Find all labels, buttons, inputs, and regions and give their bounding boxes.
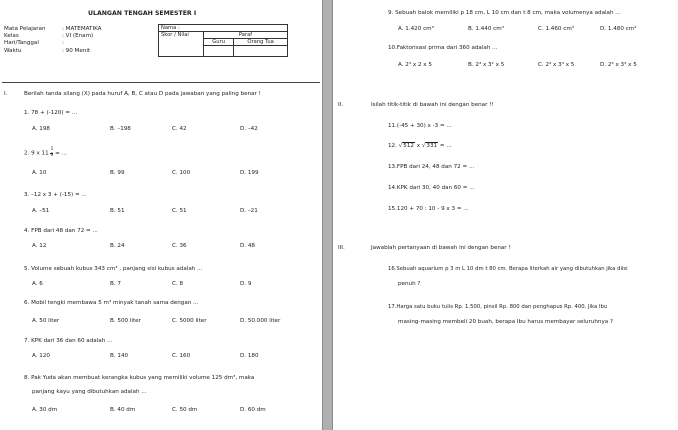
option-10c: C. 2³ x 3³ x 5 (538, 62, 575, 68)
option-4c: C. 36 (172, 243, 187, 249)
guru-sign-cell (204, 46, 234, 57)
option-5d: D. 9 (240, 281, 252, 287)
paraf-header: Paraf (204, 32, 288, 39)
question-16-cont: penuh ? (398, 281, 421, 287)
section-3-instruction: Jawablah pertanyaan di bawah ini dengan benar ! (371, 245, 511, 251)
question-15: 15.120 + 70 : 10 - 9 x 3 = ... (388, 206, 469, 212)
question-12-pre: 12. (388, 143, 397, 149)
info-value-subject: : MATEMATIKA (62, 26, 102, 32)
question-11: 11.(-45 + 30) x -3 = ... (388, 123, 452, 129)
option-7b: B. 140 (110, 353, 129, 359)
option-2b: B. 99 (110, 170, 125, 176)
option-10a: A. 2³ x 2 x 5 (398, 62, 432, 68)
option-4d: D. 48 (240, 243, 255, 249)
question-6: 6. Mobil tengki membawa 5 m³ minyak tanah sama dengan ... (24, 300, 199, 306)
section-2-instruction: Isilah titik-titik di bawah ini dengan benar !! (371, 102, 494, 108)
option-8d: D. 60 dm (240, 407, 266, 413)
section-instruction: Berilah tanda silang (X) pada huruf A, B, C atau D pada jawaban yang paling benar ! (24, 91, 261, 97)
left-page (0, 0, 322, 430)
section-3-number: III. (338, 245, 345, 251)
question-8: 8. Pak Yuda akan membuat kerangka kubus yang memiliki volume 125 dm³, maka (24, 375, 255, 381)
question-7: 7. KPK dari 36 dan 60 adalah ... (24, 338, 113, 344)
question-9: 9. Sebuah balok memiliki p 18 cm, L 10 cm dan t 8 cm, maka volumenya adalah ... (388, 10, 621, 16)
option-3d: D. –21 (240, 208, 258, 214)
page-gutter (322, 0, 333, 430)
question-2-pre: 2. 9 x 11 (24, 150, 49, 157)
info-value-date: : (62, 40, 64, 46)
question-8-cont: panjang kayu yang dibutuhkan adalah ... (32, 389, 147, 395)
option-4a: A. 12 (32, 243, 47, 249)
option-3b: B. 51 (110, 208, 125, 214)
info-label-class: Kelas (4, 33, 19, 39)
option-6c: C. 5000 liter (172, 318, 207, 324)
guru-header: Guru (204, 39, 234, 46)
option-3c: C. 51 (172, 208, 187, 214)
option-3a: A. –51 (32, 208, 50, 214)
radicand-2: 331 (426, 143, 438, 149)
option-9b: B. 1.440 cm³ (468, 26, 504, 32)
times-sign: x (416, 143, 421, 149)
option-8b: B. 40 dm (110, 407, 136, 413)
option-5a: A. 6 (32, 281, 43, 287)
question-10: 10.Faktorisasi prima dari 360 adalah ... (388, 45, 498, 51)
question-17: 17.Harga satu buku tulis Rp. 1.500, pinsil Rp. 800 dan penghapus Rp. 400. Jika Ibu (388, 304, 608, 310)
option-1b: B. –198 (110, 126, 131, 132)
score-box (158, 24, 288, 57)
parent-header: Orang Tua (234, 39, 288, 46)
option-1c: C. 42 (172, 126, 187, 132)
option-5b: B. 7 (110, 281, 121, 287)
question-12 (388, 143, 452, 150)
divider (2, 82, 320, 83)
option-10d: D. 2³ x 3³ x 5 (600, 62, 637, 68)
option-7d: D. 180 (240, 353, 259, 359)
question-17-cont: masing-masing membeli 20 buah, berapa Ibu harus membayar seluruhnya ? (398, 319, 613, 325)
option-10b: B. 2³ x 3² x 5 (468, 62, 505, 68)
info-value-time: : 90 Menit (62, 48, 91, 54)
option-7a: A. 120 (32, 353, 50, 359)
fraction-den: 9 (50, 152, 54, 158)
radicand-1: 512 (403, 143, 414, 149)
question-2-post: = ... (55, 150, 67, 157)
question-1: 1. 78 + (-120) = ... (24, 110, 78, 116)
question-13: 13.FPB dari 24, 48 dan 72 = ... (388, 164, 475, 170)
option-1d: D. –42 (240, 126, 258, 132)
right-page (333, 0, 678, 430)
option-6b: B. 500 liter (110, 318, 141, 324)
exam-title: ULANGAN TENGAH SEMESTER I (88, 10, 197, 17)
section-2-number: II. (338, 102, 344, 108)
fraction-num: 1 (50, 147, 54, 152)
sqrt-icon-2: √ (421, 143, 426, 149)
question-3: 3. –12 x 3 + (-15) = ... (24, 192, 87, 198)
option-8c: C. 50 dm (172, 407, 198, 413)
question-12-post: = ... (439, 143, 452, 149)
option-2a: A. 10 (32, 170, 47, 176)
option-6a: A. 50 liter (32, 318, 60, 324)
question-16: 16.Sebuah aquarium p 3 m L 10 dm t 80 cm. Berapa literkah air yang dibutuhkan jika diisi (388, 266, 628, 272)
question-14: 14.KPK dari 30, 40 dan 60 = ... (388, 185, 475, 191)
option-2d: D. 199 (240, 170, 259, 176)
option-4b: B. 24 (110, 243, 125, 249)
score-field: Skor / Nilai (159, 32, 204, 57)
option-9d: D. 1.480 cm³ (600, 26, 637, 32)
parent-sign-cell (234, 46, 288, 57)
option-9c: C. 1.460 cm³ (538, 26, 575, 32)
name-field: Nama : (159, 25, 288, 32)
info-label-time: Waktu (4, 48, 22, 54)
option-1a: A. 198 (32, 126, 50, 132)
option-7c: C. 160 (172, 353, 191, 359)
section-number: I. (4, 91, 8, 97)
question-4: 4. FPB dari 48 dan 72 = ... (24, 228, 98, 234)
info-value-class: : VI (Enam) (62, 33, 94, 39)
fraction (50, 148, 53, 158)
sqrt-icon: √ (398, 143, 403, 149)
option-8a: A. 30 dm (32, 407, 58, 413)
option-9a: A. 1.420 cm³ (398, 26, 434, 32)
info-label-date: Hari/Tanggal (4, 40, 39, 46)
info-label-subject: Mata Pelajaran (4, 26, 46, 32)
option-2c: C. 100 (172, 170, 191, 176)
question-5: 5. Volume sebuah kubus 343 cm³ , panjang sisi kubus adalah ... (24, 266, 203, 272)
question-2 (24, 148, 67, 158)
option-5c: C. 8 (172, 281, 184, 287)
option-6d: D. 50.000 liter (240, 318, 281, 324)
